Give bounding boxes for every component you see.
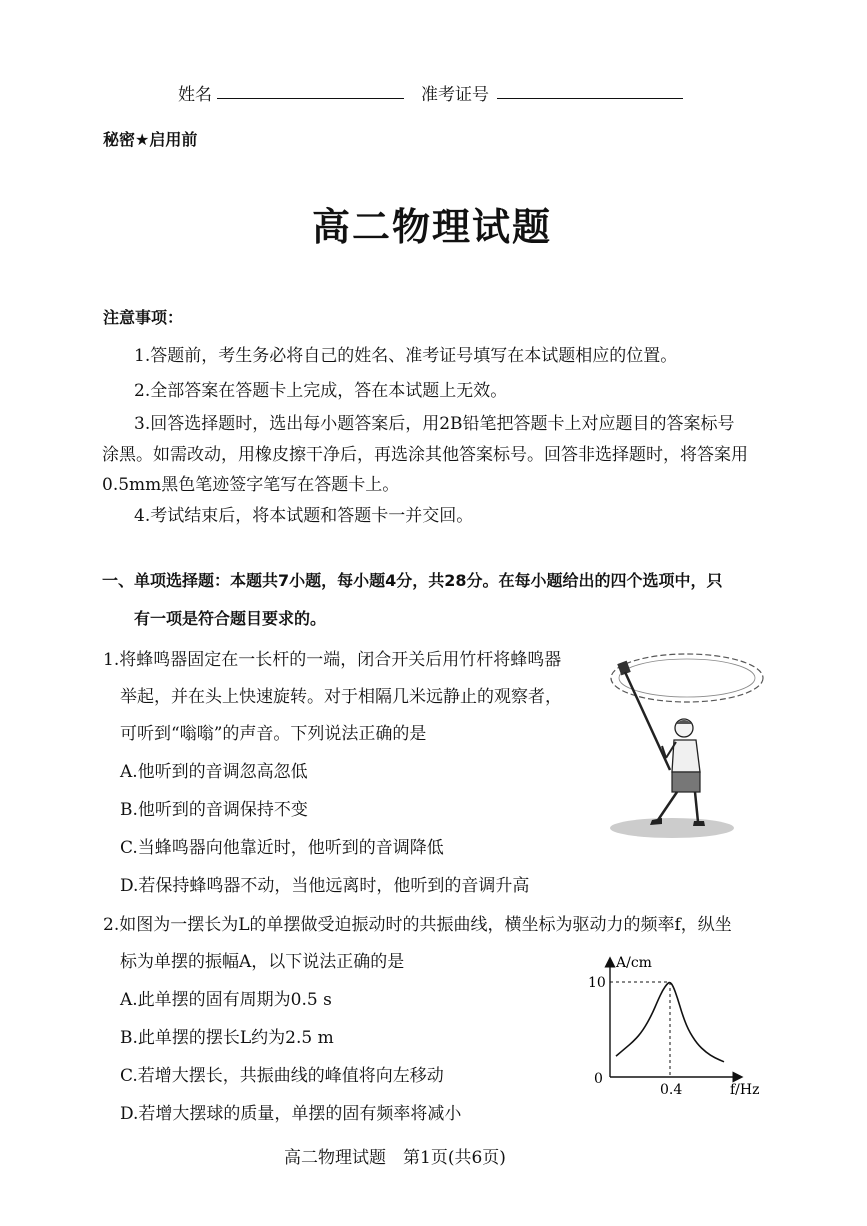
note-item: 3.回答选择题时，选出每小题答案后，用2B铅笔把答题卡上对应题目的答案标号 (134, 414, 735, 434)
q2-option-a: A.此单摆的固有周期为0.5 s (120, 990, 332, 1010)
note-item: 2.全部答案在答题卡上完成，答在本试题上无效。 (134, 381, 508, 401)
page-footer: 高二物理试题 第1页(共6页) (284, 1148, 506, 1168)
secret-mark: 秘密★启用前 (103, 130, 198, 149)
section-heading: 一、单项选择题：本题共7小题，每小题4分，共28分。在每小题给出的四个选项中，只 (102, 571, 723, 590)
exam-number-blank (497, 98, 683, 99)
exam-number-label: 准考证号 (421, 85, 489, 105)
section-heading-cont: 有一项是符合题目要求的。 (134, 609, 327, 628)
q1-option-b: B.他听到的音调保持不变 (120, 800, 308, 820)
note-item: 涂黑。如需改动，用橡皮擦干净后，再选涂其他答案标号。回答非选择题时，将答案用 (102, 445, 748, 465)
q2-stem: 2.如图为一摆长为L的单摆做受迫振动时的共振曲线，横坐标为驱动力的频率f，纵坐 (103, 915, 732, 935)
note-item: 0.5mm黑色笔迹签字笔写在答题卡上。 (102, 475, 400, 495)
buzzer-boy-illustration (592, 640, 772, 840)
name-label: 姓名 (178, 85, 212, 105)
q2-option-b: B.此单摆的摆长L约为2.5 m (120, 1028, 334, 1048)
q1-option-a: A.他听到的音调忽高忽低 (120, 762, 308, 782)
q2-option-c: C.若增大摆长，共振曲线的峰值将向左移动 (120, 1066, 444, 1086)
y-tick-label: 10 (588, 975, 606, 991)
note-item: 4.考试结束后，将本试题和答题卡一并交回。 (134, 506, 474, 526)
q1-option-c: C.当蜂鸣器向他靠近时，他听到的音调降低 (120, 838, 444, 858)
q1-stem: 1.将蜂鸣器固定在一长杆的一端，闭合开关后用竹杆将蜂鸣器 (103, 650, 562, 670)
notes-heading: 注意事项： (103, 308, 184, 327)
q1-stem: 可听到“嗡嗡”的声音。下列说法正确的是 (120, 724, 427, 744)
x-axis-label: f/Hz (730, 1082, 760, 1098)
y-axis-label: A/cm (616, 955, 652, 971)
q1-option-d: D.若保持蜂鸣器不动，当他远离时，他听到的音调升高 (120, 876, 530, 896)
q2-stem: 标为单摆的振幅A，以下说法正确的是 (120, 952, 405, 972)
resonance-curve-chart (580, 950, 780, 1100)
note-item: 1.答题前，考生务必将自己的姓名、准考证号填写在本试题相应的位置。 (134, 346, 678, 366)
x-tick-label: 0.4 (660, 1082, 683, 1098)
origin-label: 0 (594, 1071, 603, 1087)
name-blank (217, 98, 404, 99)
q2-option-d: D.若增大摆球的质量，单摆的固有频率将减小 (120, 1104, 462, 1124)
page-title: 高二物理试题 (312, 204, 553, 249)
q1-stem: 举起，并在头上快速旋转。对于相隔几米远静止的观察者， (120, 687, 562, 707)
